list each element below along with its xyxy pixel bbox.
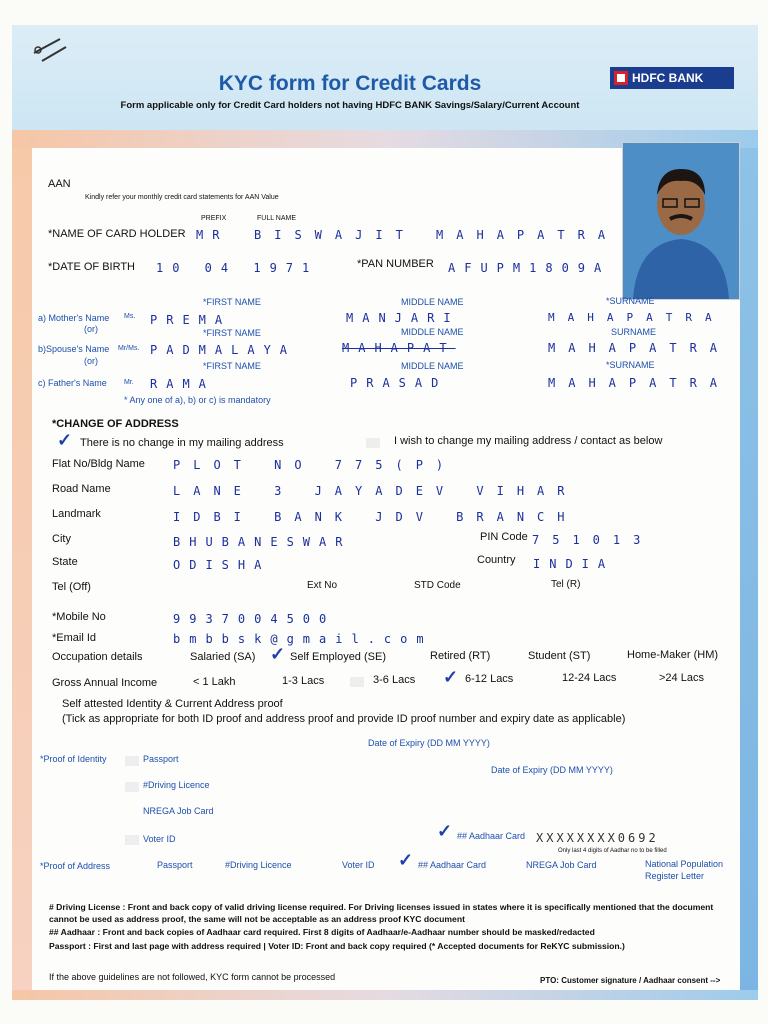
page-title: KYC form for Credit Cards bbox=[218, 72, 482, 95]
spouse-or: (or) bbox=[84, 356, 98, 366]
city-value[interactable]: BHUBANESWAR bbox=[173, 535, 352, 549]
hdfc-logo-mark bbox=[614, 71, 628, 85]
identity-voter[interactable]: Voter ID bbox=[143, 834, 176, 844]
identity-aadhaar[interactable]: ## Aadhaar Card bbox=[457, 831, 526, 841]
landmark-label: Landmark bbox=[52, 508, 101, 520]
income-label: Gross Annual Income bbox=[52, 677, 158, 689]
card-holder-label: *NAME OF CARD HOLDER bbox=[48, 228, 186, 240]
page-subtitle: Form applicable only for Credit Card holders not having HDFC BANK Savings/Salary/Current Account bbox=[120, 100, 580, 111]
spouse-middle-value[interactable]: MAHAPAT bbox=[342, 341, 456, 355]
spouse-title: Mr/Ms. bbox=[118, 345, 140, 352]
pin-label: PIN Code bbox=[480, 531, 528, 543]
footer-left: If the above guidelines are not followed, KYC form cannot be processed bbox=[49, 972, 336, 982]
address-aadhaar-tick-icon[interactable]: ✓ bbox=[398, 850, 414, 870]
mother-label: a) Mother's Name bbox=[38, 313, 110, 323]
income-3-6[interactable]: 3-6 Lacs bbox=[373, 674, 416, 686]
applicant-photo bbox=[622, 142, 740, 300]
mother-first-caption: *FIRST NAME bbox=[203, 297, 261, 307]
father-middle-value[interactable]: PRASAD bbox=[350, 376, 448, 390]
spouse-first-value[interactable]: PADMALAYA bbox=[150, 343, 297, 357]
spouse-label: b)Spouse's Name bbox=[38, 344, 110, 354]
identity-nrega[interactable]: NREGA Job Card bbox=[143, 806, 214, 816]
spouse-first-caption: *FIRST NAME bbox=[203, 328, 261, 338]
father-label: c) Father's Name bbox=[38, 378, 107, 388]
road-label: Road Name bbox=[52, 483, 111, 495]
mother-surname-caption: *SURNAME bbox=[606, 296, 655, 306]
landmark-value[interactable]: IDBI BANK JDV BRANCH bbox=[173, 510, 578, 524]
mother-surname-value[interactable]: MAHAPATRA bbox=[548, 311, 725, 324]
mobile-label: *Mobile No bbox=[52, 611, 106, 623]
occupation-label: Occupation details bbox=[52, 651, 143, 663]
identity-line2: (Tick as appropriate for both ID proof and address proof and provide ID proof number and expiry date as applicable) bbox=[62, 713, 626, 725]
frame-right bbox=[740, 130, 758, 1000]
hdfc-logo-text: HDFC BANK bbox=[632, 71, 704, 85]
address-heading: *CHANGE OF ADDRESS bbox=[52, 418, 179, 430]
address-nrega[interactable]: NREGA Job Card bbox=[526, 860, 597, 870]
dob-value[interactable]: 10 04 1971 bbox=[156, 261, 319, 275]
address-driving[interactable]: #Driving Licence bbox=[225, 860, 292, 870]
father-title: Mr. bbox=[124, 379, 134, 386]
aan-label: AAN bbox=[48, 178, 71, 190]
prefix-value[interactable]: MR bbox=[196, 228, 229, 242]
spouse-surname-caption: SURNAME bbox=[611, 327, 657, 337]
mandatory-note: * Any one of a), b) or c) is mandatory bbox=[124, 395, 271, 405]
hdfc-logo bbox=[610, 67, 734, 89]
address-npr[interactable]: National Population Register Letter bbox=[645, 859, 724, 881]
father-surname-value[interactable]: MAHAPATRA bbox=[548, 376, 731, 390]
income-6-12[interactable]: 6-12 Lacs bbox=[465, 673, 514, 685]
prefix-caption: PREFIX bbox=[201, 215, 227, 222]
mother-middle-value[interactable]: MANJARI bbox=[346, 311, 460, 325]
spouse-surname-value[interactable]: MAHAPATRA bbox=[548, 341, 731, 355]
pin-value[interactable]: 751013 bbox=[532, 533, 654, 547]
fullname-caption: FULL NAME bbox=[257, 215, 297, 222]
email-label: *Email Id bbox=[52, 632, 97, 644]
paper-clip-icon bbox=[30, 35, 70, 76]
mother-or: (or) bbox=[84, 324, 98, 334]
proof-identity-label: *Proof of Identity bbox=[40, 754, 107, 764]
no-change-tick-icon[interactable]: ✓ bbox=[57, 430, 73, 450]
change-checkbox[interactable] bbox=[366, 438, 380, 448]
aadhaar-note: Only last 4 digits of Aadhar no to be filled bbox=[558, 848, 667, 854]
state-value[interactable]: ODISHA bbox=[173, 558, 271, 572]
occupation-homemaker[interactable]: Home-Maker (HM) bbox=[627, 649, 719, 661]
aan-hint: Kindly refer your monthly credit card statements for AAN Value bbox=[85, 194, 279, 201]
email-value[interactable]: bmbbsk@gmail.com bbox=[173, 632, 433, 646]
address-voter[interactable]: Voter ID bbox=[342, 860, 375, 870]
std-label: STD Code bbox=[414, 580, 461, 591]
income-lt1[interactable]: < 1 Lakh bbox=[193, 676, 236, 688]
spouse-middle-caption: MIDDLE NAME bbox=[401, 327, 464, 337]
father-first-value[interactable]: RAMA bbox=[150, 377, 215, 391]
expiry-caption-2: Date of Expiry (DD MM YYYY) bbox=[491, 765, 613, 775]
identity-line1: Self attested Identity & Current Address proof bbox=[62, 698, 283, 710]
occupation-salaried[interactable]: Salaried (SA) bbox=[190, 651, 256, 663]
footer-right: PTO: Customer signature / Aadhaar consent --> bbox=[540, 976, 721, 985]
address-aadhaar[interactable]: ## Aadhaar Card bbox=[418, 860, 487, 870]
tel-r-label: Tel (R) bbox=[551, 579, 581, 590]
pan-value[interactable]: AFUPM1809A bbox=[448, 261, 611, 275]
note-driving: # Driving License : Front and back copy of valid driving license required. For Driving licenses issued in states where it is specifically mentioned that the document cannot be used as address proof, the same will not be acceptable as an address proof KYC document bbox=[49, 902, 714, 924]
passport-checkbox[interactable] bbox=[125, 756, 139, 766]
occupation-self-employed[interactable]: Self Employed (SE) bbox=[290, 651, 386, 663]
note-aadhaar: ## Aadhaar : Front and back copies of Aadhaar card required. First 8 digits of Aadhaar/e-Aadhaar number should be masked/redacted bbox=[49, 927, 595, 937]
flat-label: Flat No/Bldg Name bbox=[52, 458, 145, 470]
income-12-24[interactable]: 12-24 Lacs bbox=[562, 672, 617, 684]
voter-checkbox[interactable] bbox=[125, 835, 139, 845]
change-option[interactable]: I wish to change my mailing address / contact as below bbox=[394, 435, 663, 447]
mother-middle-caption: MIDDLE NAME bbox=[401, 297, 464, 307]
father-first-caption: *FIRST NAME bbox=[203, 361, 261, 371]
note-passport: Passport : First and last page with address required | Voter ID: Front and back copy required (* Accepted documents for ReKYC submission.) bbox=[49, 941, 625, 951]
occupation-retired[interactable]: Retired (RT) bbox=[430, 650, 491, 662]
aadhaar-masked-value[interactable]: XXXXXXXX0692 bbox=[536, 831, 659, 845]
frame-left bbox=[12, 130, 32, 1000]
address-passport[interactable]: Passport bbox=[157, 860, 193, 870]
identity-passport[interactable]: Passport bbox=[143, 754, 179, 764]
mother-title: Ms. bbox=[124, 313, 136, 320]
proof-address-label: *Proof of Address bbox=[40, 861, 111, 871]
driving-checkbox[interactable] bbox=[125, 782, 139, 792]
income-gt24[interactable]: >24 Lacs bbox=[659, 672, 704, 684]
city-label: City bbox=[52, 533, 71, 545]
dob-label: *DATE OF BIRTH bbox=[48, 261, 135, 273]
country-value[interactable]: INDIA bbox=[533, 557, 615, 571]
occupation-tick-icon[interactable]: ✓ bbox=[270, 644, 286, 664]
state-label: State bbox=[52, 556, 78, 568]
income-1-3[interactable]: 1-3 Lacs bbox=[282, 675, 325, 687]
flat-value[interactable]: PLOT NO 775(P) bbox=[173, 458, 457, 472]
income-tick-icon[interactable]: ✓ bbox=[443, 667, 459, 687]
no-change-option[interactable]: There is no change in my mailing address bbox=[80, 437, 284, 449]
income-3-6-checkbox[interactable] bbox=[350, 677, 364, 687]
identity-aadhaar-tick-icon[interactable]: ✓ bbox=[437, 821, 453, 841]
pan-label: *PAN NUMBER bbox=[357, 258, 434, 270]
father-surname-caption: *SURNAME bbox=[606, 360, 655, 370]
occupation-student[interactable]: Student (ST) bbox=[528, 650, 591, 662]
identity-driving[interactable]: #Driving Licence bbox=[143, 780, 210, 790]
road-value[interactable]: LANE 3 JAYADEV VIHAR bbox=[173, 484, 578, 498]
expiry-caption-1: Date of Expiry (DD MM YYYY) bbox=[368, 738, 490, 748]
mobile-value[interactable]: 9937004500 bbox=[173, 612, 336, 626]
ext-label: Ext No bbox=[307, 580, 338, 591]
country-label: Country bbox=[477, 554, 516, 566]
card-holder-name-value[interactable]: BISWAJIT MAHAPATRA bbox=[254, 228, 619, 242]
tel-off-label: Tel (Off) bbox=[52, 581, 91, 593]
mother-first-value[interactable]: PREMA bbox=[150, 313, 232, 327]
father-middle-caption: MIDDLE NAME bbox=[401, 361, 464, 371]
frame-bottom bbox=[12, 990, 758, 1000]
